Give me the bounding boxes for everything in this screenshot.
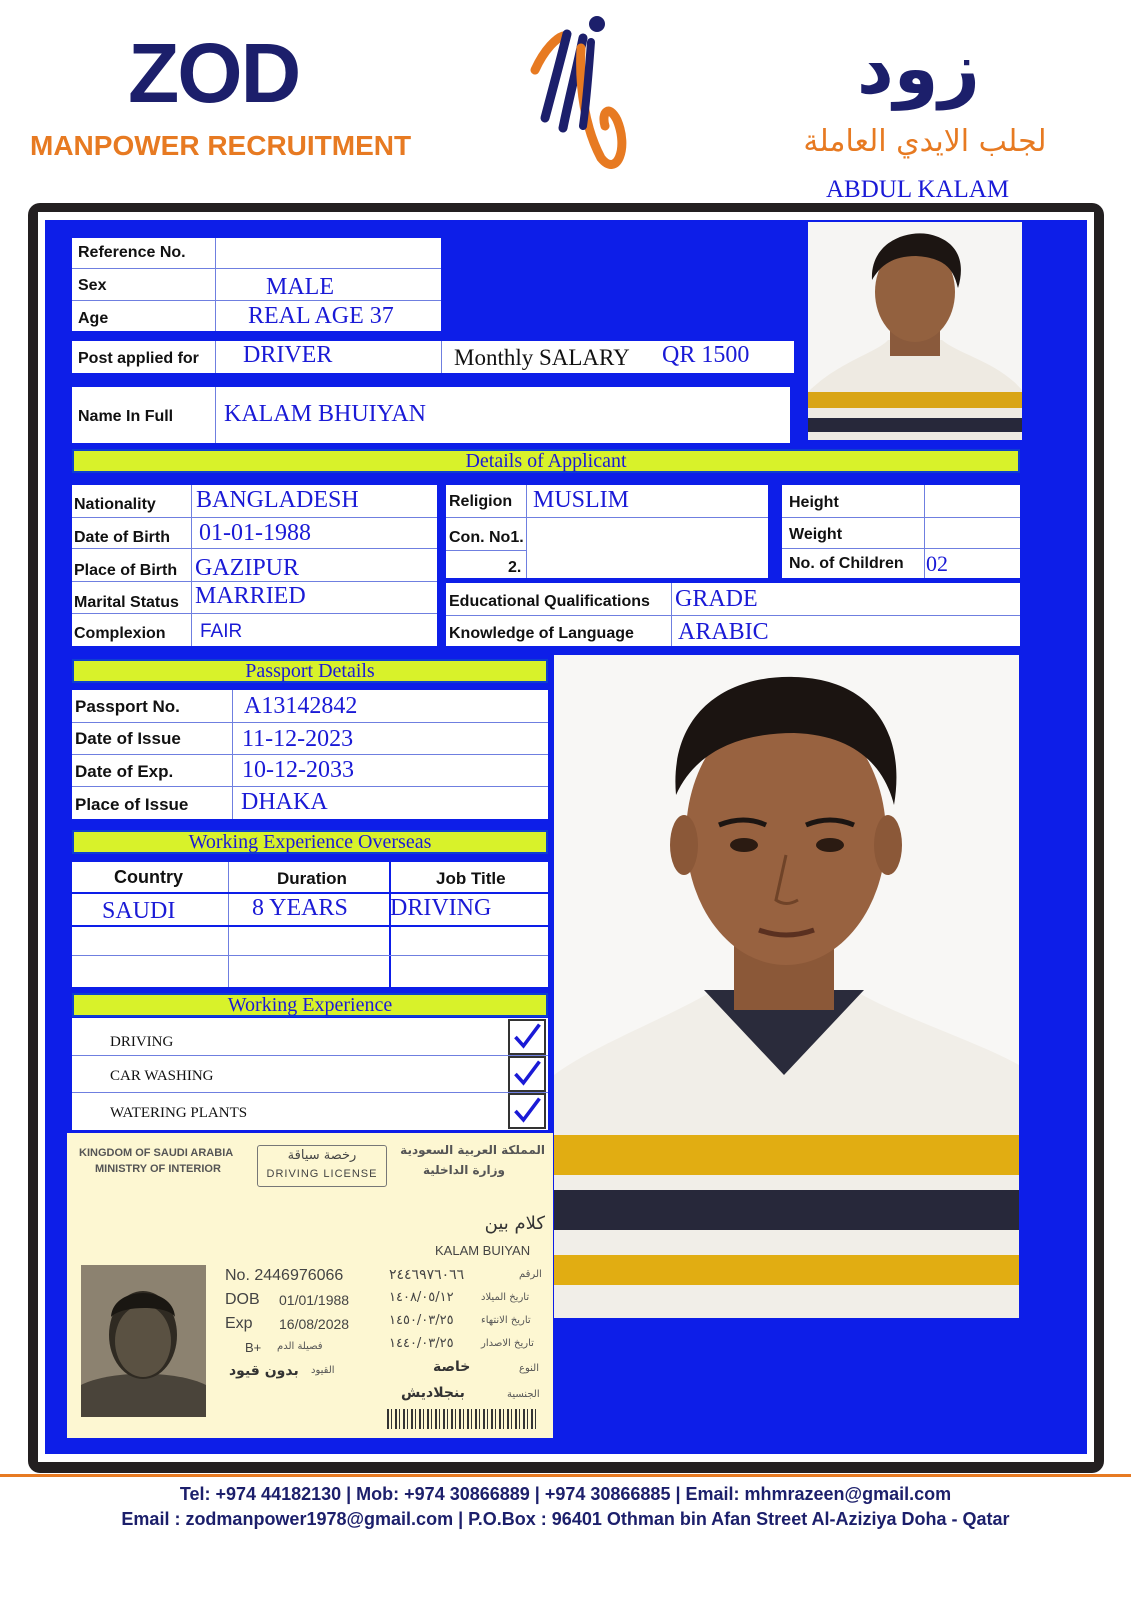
nationality-label: Nationality bbox=[74, 496, 156, 513]
license-blood-ar-label: فصيلة الدم bbox=[277, 1341, 323, 1352]
applicant-photo-large bbox=[554, 655, 1019, 1318]
license-title-en: DRIVING LICENSE bbox=[266, 1168, 378, 1180]
header bbox=[0, 0, 1131, 205]
post-label: Post applied for bbox=[78, 350, 199, 367]
license-exp-ar: ١٤٥٠/٠٣/٢٥ bbox=[389, 1313, 454, 1328]
license-type-ar: خاصة bbox=[433, 1359, 471, 1375]
weight-label: Weight bbox=[789, 526, 843, 543]
passport-issue-label: Date of Issue bbox=[75, 729, 181, 748]
license-number-ar: ٢٤٤٦٩٧٦٠٦٦ bbox=[389, 1267, 465, 1283]
salary-value: QR 1500 bbox=[662, 342, 750, 368]
license-dob: 01/01/1988 bbox=[279, 1292, 350, 1308]
passport-number-value: A13142842 bbox=[244, 693, 358, 719]
language-value: ARABIC bbox=[678, 619, 769, 645]
dob-value: 01-01-1988 bbox=[199, 520, 311, 546]
age-label: Age bbox=[78, 310, 109, 327]
agent-name: ABDUL KALAM bbox=[826, 176, 1010, 203]
license-ministry-en: MINISTRY OF INTERIOR bbox=[95, 1163, 221, 1175]
passport-place-value: DHAKA bbox=[241, 789, 328, 815]
name-row bbox=[72, 387, 790, 443]
passport-place-label: Place of Issue bbox=[75, 795, 189, 814]
license-name-ar: كلام بين bbox=[484, 1213, 545, 1234]
sex-label: Sex bbox=[78, 277, 107, 294]
experience-section-header: Working Experience bbox=[72, 993, 548, 1017]
brand-subtitle: MANPOWER RECRUITMENT bbox=[30, 130, 412, 161]
passport-issue-value: 11-12-2023 bbox=[242, 726, 354, 752]
overseas-job-cell: DRIVING bbox=[390, 895, 492, 921]
religion-value: MUSLIM bbox=[533, 487, 630, 513]
complexion-label: Complexion bbox=[74, 625, 166, 642]
check-icon[interactable] bbox=[508, 1093, 546, 1129]
license-country-ar: المملكة العربية السعودية bbox=[400, 1143, 545, 1157]
education-label: Educational Qualifications bbox=[449, 593, 650, 610]
passport-exp-label: Date of Exp. bbox=[75, 762, 174, 781]
religion-label: Religion bbox=[449, 493, 513, 510]
details-section-header: Details of Applicant bbox=[72, 449, 1020, 473]
overseas-col-job: Job Title bbox=[436, 869, 506, 888]
marital-value: MARRIED bbox=[195, 583, 306, 609]
nationality-value: BANGLADESH bbox=[196, 487, 359, 513]
overseas-duration-cell: 8 YEARS bbox=[252, 895, 348, 921]
footer-address-line: Email : zodmanpower1978@gmail.com | P.O.Box : 96401 Othman bin Afan Street Al-Aziziya Doha - Qatar bbox=[121, 1509, 1010, 1529]
brand-title: ZOD bbox=[128, 26, 300, 120]
overseas-col-duration: Duration bbox=[277, 869, 347, 888]
license-number-ar-label: الرقم bbox=[519, 1269, 542, 1280]
language-label: Knowledge of Language bbox=[449, 625, 634, 642]
license-restrictions-ar: بدون قيود bbox=[229, 1363, 299, 1379]
experience-item: WATERING PLANTS bbox=[110, 1105, 248, 1121]
con2-label: 2. bbox=[508, 559, 522, 576]
experience-item: DRIVING bbox=[110, 1034, 174, 1050]
marital-label: Marital Status bbox=[74, 594, 179, 611]
driving-license-card bbox=[67, 1133, 553, 1438]
experience-item: CAR WASHING bbox=[110, 1068, 214, 1084]
license-barcode bbox=[387, 1409, 537, 1429]
education-value: GRADE bbox=[675, 586, 758, 612]
con1-label: Con. No1. bbox=[449, 529, 524, 546]
passport-number-label: Passport No. bbox=[75, 697, 180, 716]
check-icon[interactable] bbox=[508, 1019, 546, 1055]
overseas-col-country: Country bbox=[114, 867, 183, 887]
check-icon[interactable] bbox=[508, 1056, 546, 1092]
children-label: No. of Children bbox=[789, 555, 904, 572]
age-value: REAL AGE 37 bbox=[248, 303, 394, 329]
children-value: 02 bbox=[926, 551, 948, 576]
license-title-box bbox=[257, 1145, 387, 1187]
license-exp-label: Exp bbox=[225, 1315, 253, 1332]
reference-label: Reference No. bbox=[78, 244, 186, 261]
pob-label: Place of Birth bbox=[74, 562, 178, 579]
complexion-value: FAIR bbox=[200, 621, 243, 642]
license-number: No. 2446976066 bbox=[225, 1267, 344, 1284]
overseas-section-header: Working Experience Overseas bbox=[72, 830, 548, 854]
arabic-subtitle: لجلب الايدي العاملة bbox=[803, 124, 1047, 159]
pob-value: GAZIPUR bbox=[195, 555, 300, 581]
post-value: DRIVER bbox=[243, 342, 333, 368]
license-restrictions-label-ar: القيود bbox=[311, 1365, 335, 1376]
name-value: KALAM BHUIYAN bbox=[224, 401, 426, 427]
license-blood: B+ bbox=[245, 1340, 262, 1355]
footer-rule bbox=[0, 1474, 1131, 1477]
license-nationality-ar: بنجلاديش bbox=[401, 1385, 465, 1401]
license-issue-ar-label: تاريخ الاصدار bbox=[481, 1338, 534, 1349]
license-dob-label: DOB bbox=[225, 1291, 260, 1308]
zod-logo-icon bbox=[505, 8, 635, 180]
applicant-photo-small bbox=[808, 222, 1022, 440]
license-ministry-ar: وزارة الداخلية bbox=[422, 1163, 505, 1177]
license-exp-ar-label: تاريخ الانتهاء bbox=[481, 1315, 531, 1326]
passport-section-header: Passport Details bbox=[72, 659, 548, 683]
dob-label: Date of Birth bbox=[74, 529, 170, 546]
license-dob-ar-label: تاريخ الميلاد bbox=[481, 1292, 530, 1303]
height-label: Height bbox=[789, 494, 839, 511]
arabic-brand: زود bbox=[856, 26, 980, 110]
license-name-en: KALAM BUIYAN bbox=[435, 1243, 531, 1258]
license-type-ar-label: النوع bbox=[519, 1363, 539, 1374]
license-country-en: KINGDOM OF SAUDI ARABIA bbox=[79, 1147, 234, 1159]
overseas-country-cell: SAUDI bbox=[102, 898, 176, 924]
license-photo bbox=[81, 1265, 206, 1417]
license-exp: 16/08/2028 bbox=[279, 1316, 350, 1332]
footer-contact-line: Tel: +974 44182130 | Mob: +974 30866889 | +974 30866885 | Email: mhmrazeen@gmail.com bbox=[179, 1484, 952, 1504]
license-nationality-ar-label: الجنسية bbox=[507, 1389, 540, 1400]
license-title-ar: رخصة سياقة bbox=[287, 1148, 357, 1163]
passport-exp-value: 10-12-2033 bbox=[242, 757, 354, 783]
salary-label: Monthly SALARY bbox=[454, 345, 630, 370]
license-dob-ar: ١٤٠٨/٠٥/١٢ bbox=[389, 1290, 454, 1305]
license-issue-ar: ١٤٤٠/٠٣/٢٥ bbox=[389, 1336, 454, 1351]
name-label: Name In Full bbox=[78, 408, 174, 425]
sex-value: MALE bbox=[266, 274, 334, 300]
